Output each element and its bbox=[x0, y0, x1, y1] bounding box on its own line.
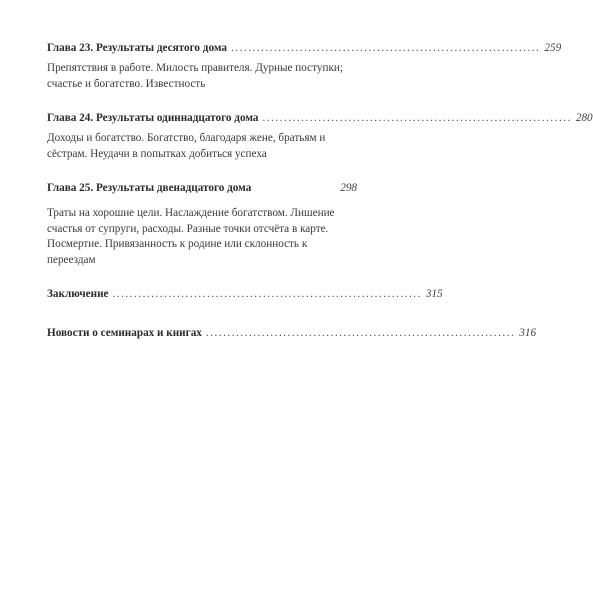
chapter-title: Глава 24. Результаты одиннадцатого дома bbox=[47, 112, 259, 124]
chapter-title: Заключение bbox=[47, 288, 109, 300]
toc-heading[interactable] bbox=[47, 286, 443, 302]
page-number: 316 bbox=[519, 327, 537, 339]
toc-heading[interactable] bbox=[47, 325, 537, 341]
toc-entry-chapter-23 bbox=[47, 40, 562, 92]
toc-entry-chapter-24 bbox=[47, 110, 593, 162]
toc-heading[interactable] bbox=[47, 110, 593, 126]
page-number: 315 bbox=[425, 288, 443, 300]
dot-leader: ........................................................................ bbox=[112, 288, 422, 300]
chapter-description: Доходы и богатство. Богатство, благодаря жене, братьям и сёстрам. Неудачи в попытках добиться успеха bbox=[47, 132, 326, 160]
toc-heading[interactable] bbox=[47, 40, 562, 56]
table-of-contents bbox=[47, 40, 593, 359]
toc-heading[interactable] bbox=[47, 180, 357, 196]
page-number: 280 bbox=[575, 112, 593, 124]
dot-leader: ........................................................................ bbox=[262, 112, 572, 124]
chapter-description: Препятствия в работе. Милость правителя. Дурные поступки; счастье и богатство. Известность bbox=[47, 62, 343, 90]
dot-leader: ........................................................................ bbox=[231, 42, 541, 54]
chapter-description: Траты на хорошие цели. Наслаждение богатством. Лишение счастья от супруги, расходы. Разные точки отсчёта в карте. Посмертие. Привязанность к родине или склонность к переездам bbox=[47, 207, 335, 266]
chapter-title: Глава 23. Результаты десятого дома bbox=[47, 42, 227, 54]
page-number: 298 bbox=[340, 182, 357, 194]
toc-entry-conclusion bbox=[47, 286, 443, 302]
dot-leader: ........................................................................ bbox=[205, 327, 516, 339]
chapter-title: Новости о семинарах и книгах bbox=[47, 327, 202, 339]
toc-entry-chapter-25 bbox=[47, 180, 357, 268]
toc-entry-news bbox=[47, 325, 537, 341]
chapter-title: Глава 25. Результаты двенадцатого дома bbox=[47, 182, 252, 194]
page-number: 259 bbox=[544, 42, 562, 54]
